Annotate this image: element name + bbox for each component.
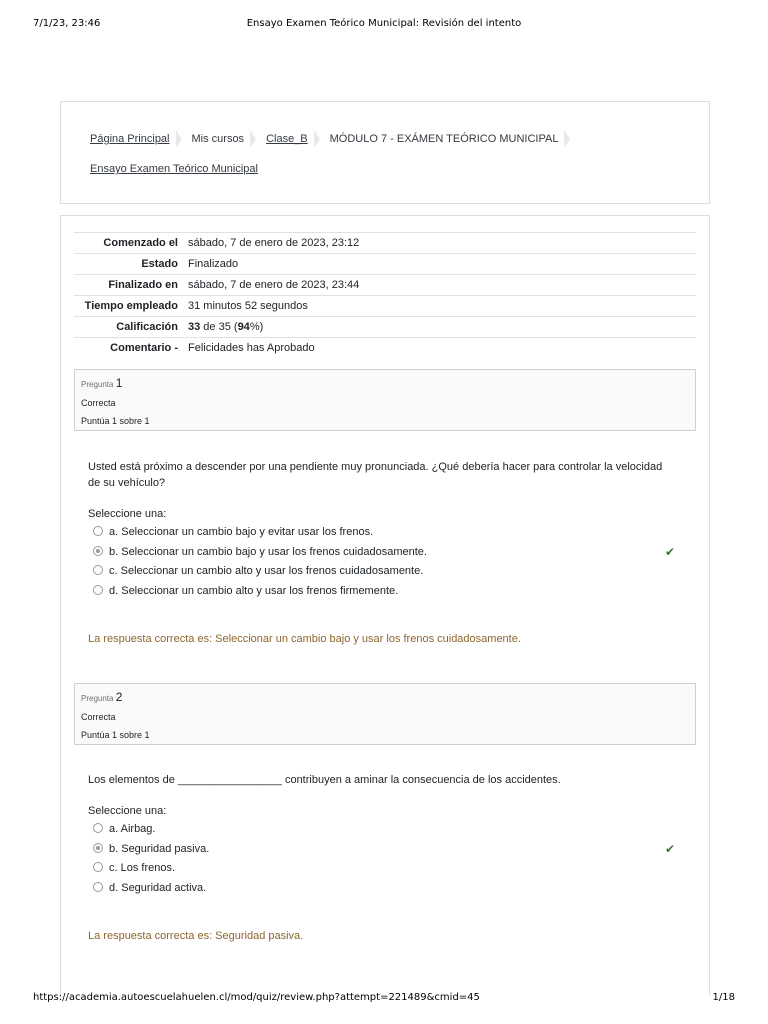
summary-key: Calificación bbox=[74, 317, 183, 338]
print-footer bbox=[0, 992, 768, 1006]
breadcrumb-card bbox=[60, 101, 710, 204]
question-label: Pregunta bbox=[81, 380, 114, 389]
summary-key: Estado bbox=[74, 254, 183, 275]
answer-option[interactable] bbox=[93, 840, 683, 860]
radio-selected-icon[interactable] bbox=[93, 546, 103, 556]
summary-value: Finalizado bbox=[183, 254, 696, 275]
question-grade: Puntúa 1 sobre 1 bbox=[81, 730, 150, 740]
summary-row bbox=[74, 275, 696, 296]
radio-icon[interactable] bbox=[93, 585, 103, 595]
answer-label: a. Seleccionar un cambio bajo y evitar usar los frenos. bbox=[109, 526, 374, 538]
breadcrumb-separator-icon bbox=[314, 130, 320, 148]
answer-option[interactable] bbox=[93, 859, 683, 879]
grade-percent: 94 bbox=[237, 321, 250, 333]
question-state: Correcta bbox=[81, 398, 116, 408]
question-number bbox=[81, 688, 689, 708]
radio-selected-icon[interactable] bbox=[93, 843, 103, 853]
answer-option[interactable] bbox=[93, 562, 683, 582]
answer-label: b. Seguridad pasiva. bbox=[109, 842, 210, 855]
print-url: https://academia.autoescuelahuelen.cl/mod/quiz/review.php?attempt=221489&cmid=45 bbox=[33, 992, 480, 1003]
summary-key: Comentario - bbox=[74, 338, 183, 359]
answer-option[interactable] bbox=[93, 523, 683, 543]
breadcrumb-module: MÓDULO 7 - EXÁMEN TEÓRICO MUNICIPAL bbox=[329, 133, 559, 145]
summary-row bbox=[74, 233, 696, 254]
check-icon: ✔ bbox=[665, 841, 676, 856]
summary-key: Comenzado el bbox=[74, 233, 183, 254]
answer-list bbox=[93, 820, 683, 898]
print-page-number: 1/18 bbox=[712, 992, 735, 1003]
radio-icon[interactable] bbox=[93, 862, 103, 872]
attempt-summary-table bbox=[74, 232, 696, 358]
answer-option[interactable] bbox=[93, 543, 683, 563]
quiz-review-card bbox=[60, 215, 710, 995]
radio-icon[interactable] bbox=[93, 565, 103, 575]
breadcrumb-separator-icon bbox=[176, 130, 182, 148]
summary-key: Finalizado en bbox=[74, 275, 183, 296]
print-header bbox=[0, 18, 768, 32]
breadcrumb-quiz-link[interactable]: Ensayo Examen Teórico Municipal bbox=[90, 163, 258, 175]
question-text: Usted está próximo a descender por una pendiente muy pronunciada. ¿Qué debería hacer para controlar la velocidad de su vehículo? bbox=[88, 461, 663, 489]
radio-icon[interactable] bbox=[93, 823, 103, 833]
answer-prompt: Seleccione una: bbox=[88, 508, 167, 520]
correct-answer-feedback: La respuesta correcta es: Seleccionar un cambio bajo y usar los frenos cuidadosamente. bbox=[88, 633, 521, 645]
correct-answer-feedback: La respuesta correcta es: Seguridad pasiva. bbox=[88, 930, 304, 942]
answer-option[interactable] bbox=[93, 582, 683, 602]
answer-label: a. Airbag. bbox=[109, 823, 156, 835]
print-datetime: 7/1/23, 23:46 bbox=[33, 18, 101, 29]
question-number-value: 1 bbox=[115, 376, 123, 390]
breadcrumb-home-link[interactable]: Página Principal bbox=[90, 133, 170, 145]
check-icon: ✔ bbox=[665, 544, 676, 559]
summary-value: 31 minutos 52 segundos bbox=[183, 296, 696, 317]
summary-value: sábado, 7 de enero de 2023, 23:12 bbox=[183, 233, 696, 254]
question-label: Pregunta bbox=[81, 694, 114, 703]
question-grade: Puntúa 1 sobre 1 bbox=[81, 416, 150, 426]
answer-label: d. Seleccionar un cambio alto y usar los frenos firmemente. bbox=[109, 584, 399, 597]
grade-value bbox=[183, 317, 696, 338]
summary-row bbox=[74, 317, 696, 338]
question-info-2 bbox=[74, 683, 696, 745]
radio-icon[interactable] bbox=[93, 526, 103, 536]
answer-label: c. Los frenos. bbox=[109, 862, 176, 874]
summary-key: Tiempo empleado bbox=[74, 296, 183, 317]
question-info-1 bbox=[74, 369, 696, 431]
breadcrumb-separator-icon bbox=[564, 130, 570, 148]
grade-score: 33 bbox=[188, 321, 201, 333]
summary-row bbox=[74, 296, 696, 317]
question-number bbox=[81, 374, 689, 394]
radio-icon[interactable] bbox=[93, 882, 103, 892]
grade-max: de 35 ( bbox=[200, 321, 238, 333]
grade-percent-suffix: %) bbox=[249, 321, 264, 333]
question-state: Correcta bbox=[81, 712, 116, 722]
answer-label: d. Seguridad activa. bbox=[109, 881, 207, 894]
answer-prompt: Seleccione una: bbox=[88, 805, 167, 817]
print-title: Ensayo Examen Teórico Municipal: Revisión del intento bbox=[246, 18, 522, 29]
breadcrumb-course-link[interactable]: Clase_B bbox=[266, 133, 308, 145]
breadcrumb-separator-icon bbox=[250, 130, 256, 148]
summary-row bbox=[74, 254, 696, 275]
summary-row bbox=[74, 338, 696, 359]
question-number-value: 2 bbox=[115, 690, 123, 704]
breadcrumb bbox=[90, 124, 690, 184]
summary-value: sábado, 7 de enero de 2023, 23:44 bbox=[183, 275, 696, 296]
answer-option[interactable] bbox=[93, 879, 683, 899]
answer-label: c. Seleccionar un cambio alto y usar los frenos cuidadosamente. bbox=[109, 565, 424, 577]
answer-list bbox=[93, 523, 683, 601]
summary-value: Felicidades has Aprobado bbox=[183, 338, 696, 359]
answer-label: b. Seleccionar un cambio bajo y usar los frenos cuidadosamente. bbox=[109, 545, 427, 558]
question-text: Los elementos de _________________ contribuyen a aminar la consecuencia de los accidentes. bbox=[88, 774, 561, 786]
breadcrumb-my-courses: Mis cursos bbox=[191, 133, 245, 145]
answer-option[interactable] bbox=[93, 820, 683, 840]
